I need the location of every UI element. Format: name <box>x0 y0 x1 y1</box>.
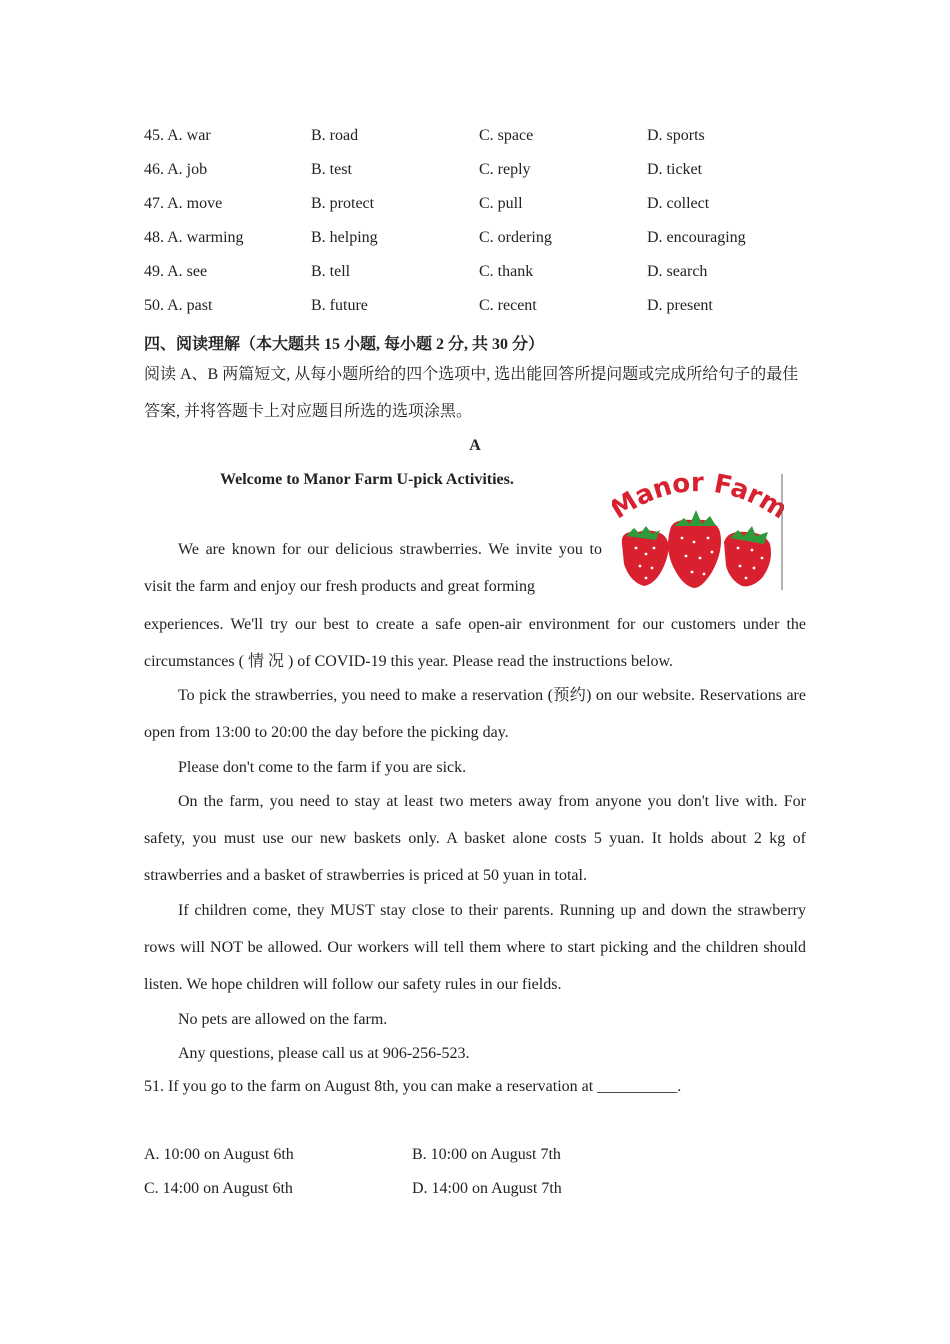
paragraph-3: Please don't come to the farm if you are sick. <box>178 759 467 776</box>
option-c: C. thank <box>479 263 534 280</box>
paragraph-1a: We are known for our delicious strawberries. We invite you to visit the farm and enjoy our fresh products and great forming <box>144 541 602 595</box>
paragraph-6: No pets are allowed on the farm. <box>178 1011 388 1028</box>
cloze-row-47 <box>144 195 806 219</box>
option-d: D. 14:00 on August 7th <box>412 1180 562 1197</box>
paragraph-4: On the farm, you need to stay at least two meters away from anyone you don't live with. For safety, you must use our new baskets only. A basket alone costs 5 yuan. It holds about 2 kg of strawberries and a basket of strawberries is priced at 50 yuan in total. <box>144 793 806 884</box>
option-c: C. reply <box>479 161 531 178</box>
option-d: D. search <box>647 263 708 280</box>
cloze-row-49 <box>144 263 806 287</box>
section-heading: 四、阅读理解（本大题共 15 小题, 每小题 2 分, 共 30 分） <box>144 336 545 353</box>
paragraph-1b: experiences. We'll try our best to create a safe open-air environment for our customers under the circumstances ( 情 况 ) of COVID-19 this year. Please read the instructions below. <box>144 616 806 670</box>
passage-title: Welcome to Manor Farm U-pick Activities. <box>220 471 514 488</box>
option-b: B. 10:00 on August 7th <box>412 1146 561 1163</box>
option-c: C. pull <box>479 195 523 212</box>
question-51-options-row-1 <box>144 1146 664 1170</box>
option-c: C. recent <box>479 297 537 314</box>
option-b: B. future <box>311 297 368 314</box>
passage-label: A <box>469 437 481 454</box>
option-a: A. 10:00 on August 6th <box>144 1146 294 1163</box>
option-a: 46. A. job <box>144 161 208 178</box>
option-a: 50. A. past <box>144 297 213 314</box>
option-b: B. test <box>311 161 352 178</box>
cloze-row-46 <box>144 161 806 185</box>
strawberry-icon <box>724 526 771 586</box>
section-instruction: 阅读 A、B 两篇短文, 从每小题所给的四个选项中, 选出能回答所提问题或完成所给句子的最佳答案, 并将答题卡上对应题目所选的选项涂黑。 <box>144 366 799 420</box>
question-51-options-row-2 <box>144 1180 664 1204</box>
cloze-row-48 <box>144 229 806 253</box>
option-c: C. 14:00 on August 6th <box>144 1180 293 1197</box>
question-51-stem: 51. If you go to the farm on August 8th, you can make a reservation at __________. <box>144 1078 682 1095</box>
cloze-row-45 <box>144 127 806 151</box>
option-a: 47. A. move <box>144 195 223 212</box>
option-a: 49. A. see <box>144 263 208 280</box>
option-b: B. tell <box>311 263 351 280</box>
option-d: D. encouraging <box>647 229 746 246</box>
option-d: D. sports <box>647 127 705 144</box>
option-d: D. ticket <box>647 161 703 178</box>
option-a: 45. A. war <box>144 127 211 144</box>
option-d: D. collect <box>647 195 710 212</box>
paragraph-2: To pick the strawberries, you need to make a reservation (预约) on our website. Reservations are open from 13:00 to 20:00 the day before the picking day. <box>144 687 806 741</box>
paragraph-7: Any questions, please call us at 906-256-523. <box>178 1045 470 1062</box>
manor-farm-logo <box>612 472 784 592</box>
cloze-row-50 <box>144 297 806 321</box>
paragraph-5: If children come, they MUST stay close to their parents. Running up and down the strawberry rows will NOT be allowed. Our workers will tell them where to start picking and the children should listen. We hope children will follow our safety rules in our fields. <box>144 902 806 993</box>
strawberry-icon <box>668 510 721 588</box>
option-d: D. present <box>647 297 713 314</box>
logo-text: anor Far <box>630 472 767 513</box>
option-b: B. protect <box>311 195 375 212</box>
option-c: C. space <box>479 127 534 144</box>
option-b: B. helping <box>311 229 378 246</box>
option-a: 48. A. warming <box>144 229 244 246</box>
option-b: B. road <box>311 127 359 144</box>
option-c: C. ordering <box>479 229 552 246</box>
